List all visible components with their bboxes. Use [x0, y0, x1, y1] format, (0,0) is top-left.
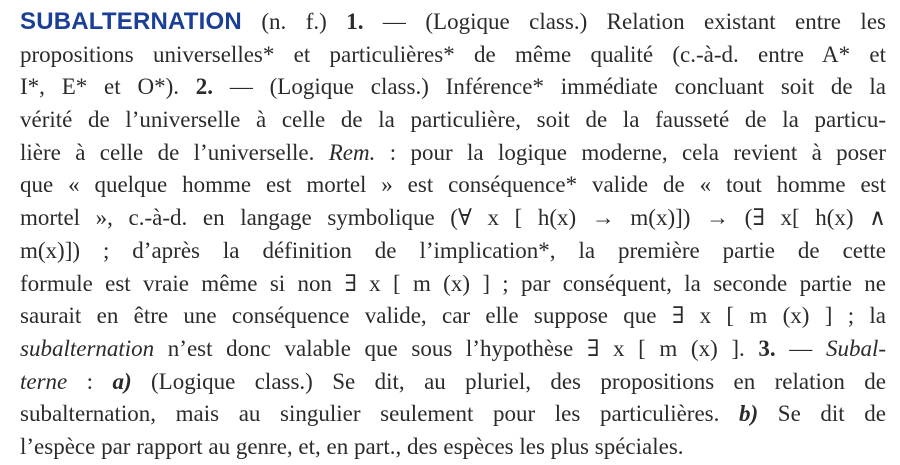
text-line: [20, 366, 886, 399]
text-segment: formule est vraie même si non ∃ x [ m (x) ] ; par conséquent, la seconde partie ne: [20, 270, 886, 296]
text-line: [20, 104, 886, 137]
text-line: [20, 398, 886, 431]
text-segment: vérité de l’universelle à celle de la particulière, soit de la fausseté de la particu-: [20, 107, 886, 133]
text-line: [20, 268, 886, 301]
text-line: [20, 6, 886, 39]
text-line: [20, 333, 886, 366]
text-segment: m(x)]) ; d’après la définition de l’implication*, la première partie de cette: [20, 237, 886, 263]
sense-number: 3.: [758, 335, 776, 361]
text-segment: subalternation, mais au singulier seulement pour les particulières.: [20, 401, 739, 427]
text-segment: (Logique class.) Se dit, au pluriel, des propositions en relation de: [131, 368, 886, 394]
text-line: [20, 39, 886, 72]
text-segment: n’est donc valable que sous l’hypothèse ∃ x [ m (x) ].: [154, 335, 759, 361]
text-segment: : pour la logique moderne, cela revient à poser: [375, 139, 886, 165]
italic-term: terne: [20, 368, 68, 394]
text-line: [20, 235, 886, 268]
text-segment: I*, E* et O*).: [20, 74, 196, 100]
text-line: [20, 300, 886, 333]
remark-label: Rem.: [328, 139, 376, 165]
text-line: [20, 202, 886, 235]
text-segment: saurait en être une conséquence valide, car elle suppose que ∃ x [ m (x) ] ; la: [20, 303, 886, 329]
text-segment: :: [67, 368, 113, 394]
subsense-marker: a): [112, 368, 132, 394]
text-segment: propositions universelles* et particulières* de même qualité (c.-à-d. entre A* et: [20, 41, 886, 67]
text-line: [20, 431, 886, 464]
text-line: [20, 71, 886, 104]
text-line: [20, 137, 886, 170]
sense-number: 1.: [346, 9, 364, 34]
text-segment: Se dit de: [758, 401, 886, 427]
text-segment: lière à celle de l’universelle.: [20, 139, 329, 165]
text-segment: (n. f.): [241, 9, 347, 34]
headword: SUBALTERNATION: [20, 8, 242, 35]
text-segment: — (Logique class.) Relation existant entre les: [363, 9, 886, 34]
text-line: [20, 169, 886, 202]
text-segment: que « quelque homme est mortel » est conséquence* valide de « tout homme est: [20, 172, 886, 198]
italic-term: Subal-: [825, 335, 887, 361]
subsense-marker: b): [738, 401, 759, 427]
text-segment: —: [775, 335, 826, 361]
sense-number: 2.: [195, 74, 214, 100]
dictionary-entry: [20, 6, 886, 464]
italic-term: subalternation: [20, 335, 155, 361]
text-segment: — (Logique class.) Inférence* immédiate concluant soit de la: [213, 74, 886, 100]
text-segment: l’espèce par rapport au genre, et, en part., des espèces les plus spéciales.: [20, 433, 684, 459]
text-segment: mortel », c.-à-d. en langage symbolique (∀ x [ h(x) → m(x)]) → (∃ x[ h(x) ∧: [20, 205, 886, 231]
